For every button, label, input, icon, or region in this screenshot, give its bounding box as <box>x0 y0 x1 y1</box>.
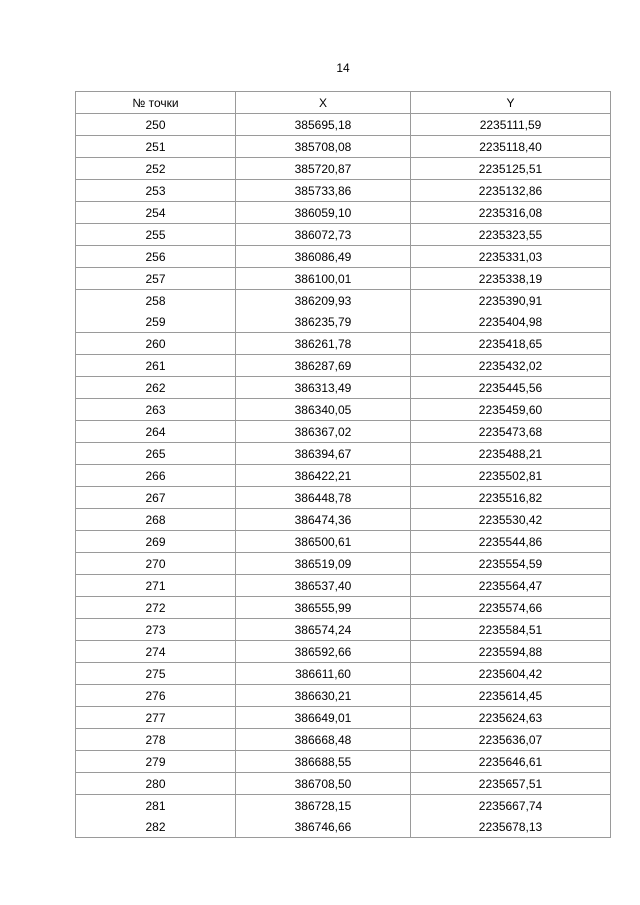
point-number-cell: 270 <box>76 553 236 575</box>
point-number-cell: 263 <box>76 399 236 421</box>
x-cell: 386059,10 <box>236 202 411 224</box>
point-number-cell: 265 <box>76 443 236 465</box>
table-row <box>76 663 611 685</box>
table-row <box>76 751 611 773</box>
table-row <box>76 465 611 487</box>
table-header-row <box>76 92 611 114</box>
y-cell: 2235418,65 <box>411 333 611 355</box>
x-cell: 386574,24 <box>236 619 411 641</box>
point-number-cell: 279 <box>76 751 236 773</box>
point-number-cell: 267 <box>76 487 236 509</box>
x-cell: 386611,60 <box>236 663 411 685</box>
coordinates-table <box>75 91 611 838</box>
point-number-cell: 252 <box>76 158 236 180</box>
point-number-cell: 275 <box>76 663 236 685</box>
point-number-cell: 274 <box>76 641 236 663</box>
point-number-cell: 268 <box>76 509 236 531</box>
table-row <box>76 202 611 224</box>
x-cell: 386261,78 <box>236 333 411 355</box>
x-cell: 386746,66 <box>236 816 411 838</box>
y-cell: 2235667,74 <box>411 795 611 817</box>
x-cell: 386649,01 <box>236 707 411 729</box>
y-cell: 2235594,88 <box>411 641 611 663</box>
table-row <box>76 311 611 333</box>
x-cell: 385733,86 <box>236 180 411 202</box>
table-row <box>76 707 611 729</box>
y-cell: 2235564,47 <box>411 575 611 597</box>
point-number-cell: 253 <box>76 180 236 202</box>
y-cell: 2235614,45 <box>411 685 611 707</box>
x-cell: 386500,61 <box>236 531 411 553</box>
y-cell: 2235445,56 <box>411 377 611 399</box>
table-row <box>76 268 611 290</box>
y-cell: 2235118,40 <box>411 136 611 158</box>
table-row <box>76 773 611 795</box>
y-cell: 2235624,63 <box>411 707 611 729</box>
column-header-y: Y <box>411 92 611 114</box>
x-cell: 386728,15 <box>236 795 411 817</box>
y-cell: 2235132,86 <box>411 180 611 202</box>
x-cell: 386072,73 <box>236 224 411 246</box>
table-row <box>76 619 611 641</box>
x-cell: 386394,67 <box>236 443 411 465</box>
x-cell: 386367,02 <box>236 421 411 443</box>
table-row <box>76 685 611 707</box>
point-number-cell: 250 <box>76 114 236 136</box>
x-cell: 386537,40 <box>236 575 411 597</box>
y-cell: 2235338,19 <box>411 268 611 290</box>
point-number-cell: 257 <box>76 268 236 290</box>
y-cell: 2235111,59 <box>411 114 611 136</box>
x-cell: 386287,69 <box>236 355 411 377</box>
point-number-cell: 259 <box>76 311 236 333</box>
x-cell: 386209,93 <box>236 290 411 312</box>
x-cell: 386592,66 <box>236 641 411 663</box>
point-number-cell: 258 <box>76 290 236 312</box>
y-cell: 2235488,21 <box>411 443 611 465</box>
table-row <box>76 114 611 136</box>
y-cell: 2235516,82 <box>411 487 611 509</box>
point-number-cell: 276 <box>76 685 236 707</box>
y-cell: 2235544,86 <box>411 531 611 553</box>
y-cell: 2235432,02 <box>411 355 611 377</box>
y-cell: 2235502,81 <box>411 465 611 487</box>
table-row <box>76 377 611 399</box>
column-header-point-number: № точки <box>76 92 236 114</box>
x-cell: 386555,99 <box>236 597 411 619</box>
table-row <box>76 180 611 202</box>
x-cell: 386100,01 <box>236 268 411 290</box>
point-number-cell: 280 <box>76 773 236 795</box>
point-number-cell: 266 <box>76 465 236 487</box>
point-number-cell: 273 <box>76 619 236 641</box>
table-row <box>76 290 611 312</box>
point-number-cell: 251 <box>76 136 236 158</box>
table-row <box>76 224 611 246</box>
table-row <box>76 443 611 465</box>
y-cell: 2235574,66 <box>411 597 611 619</box>
x-cell: 386448,78 <box>236 487 411 509</box>
y-cell: 2235323,55 <box>411 224 611 246</box>
x-cell: 386668,48 <box>236 729 411 751</box>
point-number-cell: 260 <box>76 333 236 355</box>
y-cell: 2235331,03 <box>411 246 611 268</box>
x-cell: 385695,18 <box>236 114 411 136</box>
point-number-cell: 282 <box>76 816 236 838</box>
y-cell: 2235554,59 <box>411 553 611 575</box>
column-header-x: X <box>236 92 411 114</box>
x-cell: 385708,08 <box>236 136 411 158</box>
table-row <box>76 355 611 377</box>
page-number: 14 <box>336 61 350 75</box>
y-cell: 2235390,91 <box>411 290 611 312</box>
y-cell: 2235316,08 <box>411 202 611 224</box>
table-row <box>76 553 611 575</box>
x-cell: 386422,21 <box>236 465 411 487</box>
table-row <box>76 246 611 268</box>
point-number-cell: 254 <box>76 202 236 224</box>
table-row <box>76 399 611 421</box>
table-row <box>76 531 611 553</box>
point-number-cell: 278 <box>76 729 236 751</box>
y-cell: 2235459,60 <box>411 399 611 421</box>
point-number-cell: 281 <box>76 795 236 817</box>
x-cell: 386474,36 <box>236 509 411 531</box>
y-cell: 2235530,42 <box>411 509 611 531</box>
point-number-cell: 261 <box>76 355 236 377</box>
x-cell: 386235,79 <box>236 311 411 333</box>
point-number-cell: 277 <box>76 707 236 729</box>
x-cell: 386313,49 <box>236 377 411 399</box>
point-number-cell: 271 <box>76 575 236 597</box>
x-cell: 385720,87 <box>236 158 411 180</box>
table-row <box>76 597 611 619</box>
y-cell: 2235584,51 <box>411 619 611 641</box>
point-number-cell: 264 <box>76 421 236 443</box>
y-cell: 2235646,61 <box>411 751 611 773</box>
x-cell: 386086,49 <box>236 246 411 268</box>
x-cell: 386708,50 <box>236 773 411 795</box>
point-number-cell: 255 <box>76 224 236 246</box>
table-row <box>76 333 611 355</box>
x-cell: 386340,05 <box>236 399 411 421</box>
table-row <box>76 575 611 597</box>
x-cell: 386688,55 <box>236 751 411 773</box>
y-cell: 2235604,42 <box>411 663 611 685</box>
y-cell: 2235636,07 <box>411 729 611 751</box>
y-cell: 2235404,98 <box>411 311 611 333</box>
y-cell: 2235125,51 <box>411 158 611 180</box>
table-row <box>76 641 611 663</box>
table-row <box>76 136 611 158</box>
point-number-cell: 272 <box>76 597 236 619</box>
y-cell: 2235473,68 <box>411 421 611 443</box>
x-cell: 386630,21 <box>236 685 411 707</box>
table-row <box>76 816 611 838</box>
table-row <box>76 729 611 751</box>
y-cell: 2235657,51 <box>411 773 611 795</box>
table-row <box>76 487 611 509</box>
table-row <box>76 509 611 531</box>
table-row <box>76 421 611 443</box>
table-row <box>76 158 611 180</box>
y-cell: 2235678,13 <box>411 816 611 838</box>
point-number-cell: 269 <box>76 531 236 553</box>
table-row <box>76 795 611 817</box>
point-number-cell: 262 <box>76 377 236 399</box>
point-number-cell: 256 <box>76 246 236 268</box>
x-cell: 386519,09 <box>236 553 411 575</box>
